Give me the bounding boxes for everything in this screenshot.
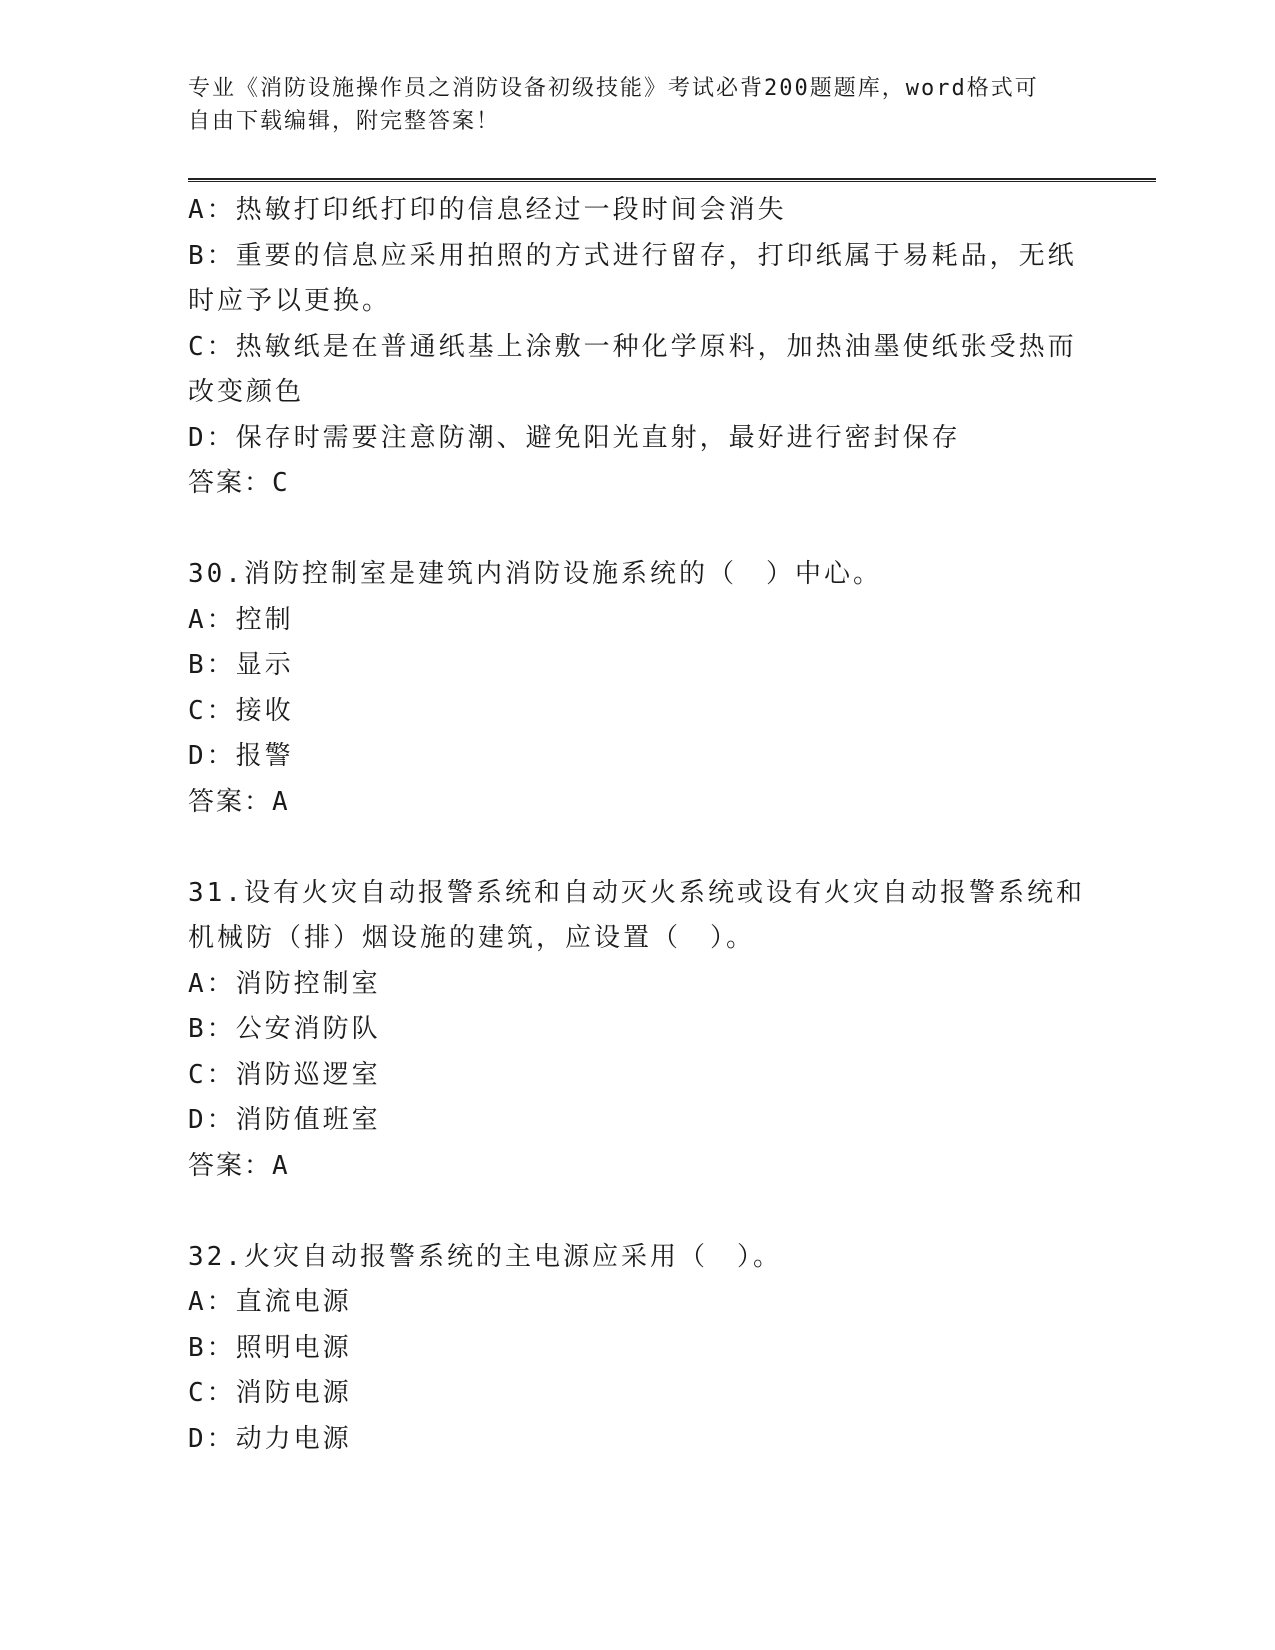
option-d: D：消防值班室 <box>188 1105 381 1135</box>
document-header <box>188 72 1068 138</box>
option-b: B：重要的信息应采用拍照的方式进行留存，打印纸属于易耗品，无纸 <box>188 240 1077 271</box>
option-a: A：控制 <box>188 604 294 635</box>
header-title-line2: 自由下载编辑，附完整答案！ <box>188 109 501 134</box>
answer-value: A <box>272 786 290 817</box>
option-b: B：照明电源 <box>188 1332 352 1363</box>
option-c: C：热敏纸是在普通纸基上涂敷一种化学原料，加热油墨使纸张受热而 <box>188 331 1077 362</box>
question-30-block <box>188 552 1088 825</box>
answer-line <box>188 780 1088 826</box>
answer-value: A <box>272 1150 290 1181</box>
question-text: 31.设有火灾自动报警系统和自动灭火系统或设有火灾自动报警系统和 <box>188 877 1085 908</box>
question-text: 32.火灾自动报警系统的主电源应采用（ ）。 <box>188 1241 782 1272</box>
option-c: C：接收 <box>188 695 294 726</box>
question-31-block <box>188 871 1088 1190</box>
answer-line <box>188 1144 1088 1190</box>
header-divider <box>188 178 1156 182</box>
option-b-continued: 时应予以更换。 <box>188 286 392 316</box>
answer-label: 答案： <box>188 786 273 817</box>
option-a: A：直流电源 <box>188 1287 352 1317</box>
option-a: A：消防控制室 <box>188 968 381 999</box>
option-b: B：公安消防队 <box>188 1014 381 1044</box>
question-text: 30.消防控制室是建筑内消防设施系统的（ ）中心。 <box>188 559 882 589</box>
option-a: A：热敏打印纸打印的信息经过一段时间会消失 <box>188 195 787 225</box>
header-title-line1: 专业《消防设施操作员之消防设备初级技能》考试必背200题题库，word格式可 <box>188 76 1039 101</box>
option-d: D：动力电源 <box>188 1423 352 1454</box>
question-text-continued: 机械防（排）烟设施的建筑，应设置（ ）。 <box>188 923 756 953</box>
question-29-block <box>188 188 1088 507</box>
question-content <box>188 188 1088 1462</box>
option-c-continued: 改变颜色 <box>188 377 305 407</box>
answer-line <box>188 461 1088 507</box>
question-32-block <box>188 1235 1088 1463</box>
option-c: C：消防电源 <box>188 1378 352 1408</box>
spacer <box>188 825 1088 871</box>
spacer <box>188 1189 1088 1235</box>
option-b: B：显示 <box>188 650 294 680</box>
option-d: D：保存时需要注意防潮、避免阳光直射，最好进行密封保存 <box>188 422 961 453</box>
answer-label: 答案： <box>188 1150 273 1181</box>
answer-label: 答案： <box>188 468 273 498</box>
spacer <box>188 507 1088 553</box>
option-d: D：报警 <box>188 741 294 771</box>
option-c: C：消防巡逻室 <box>188 1059 381 1090</box>
answer-value: C <box>272 468 290 498</box>
